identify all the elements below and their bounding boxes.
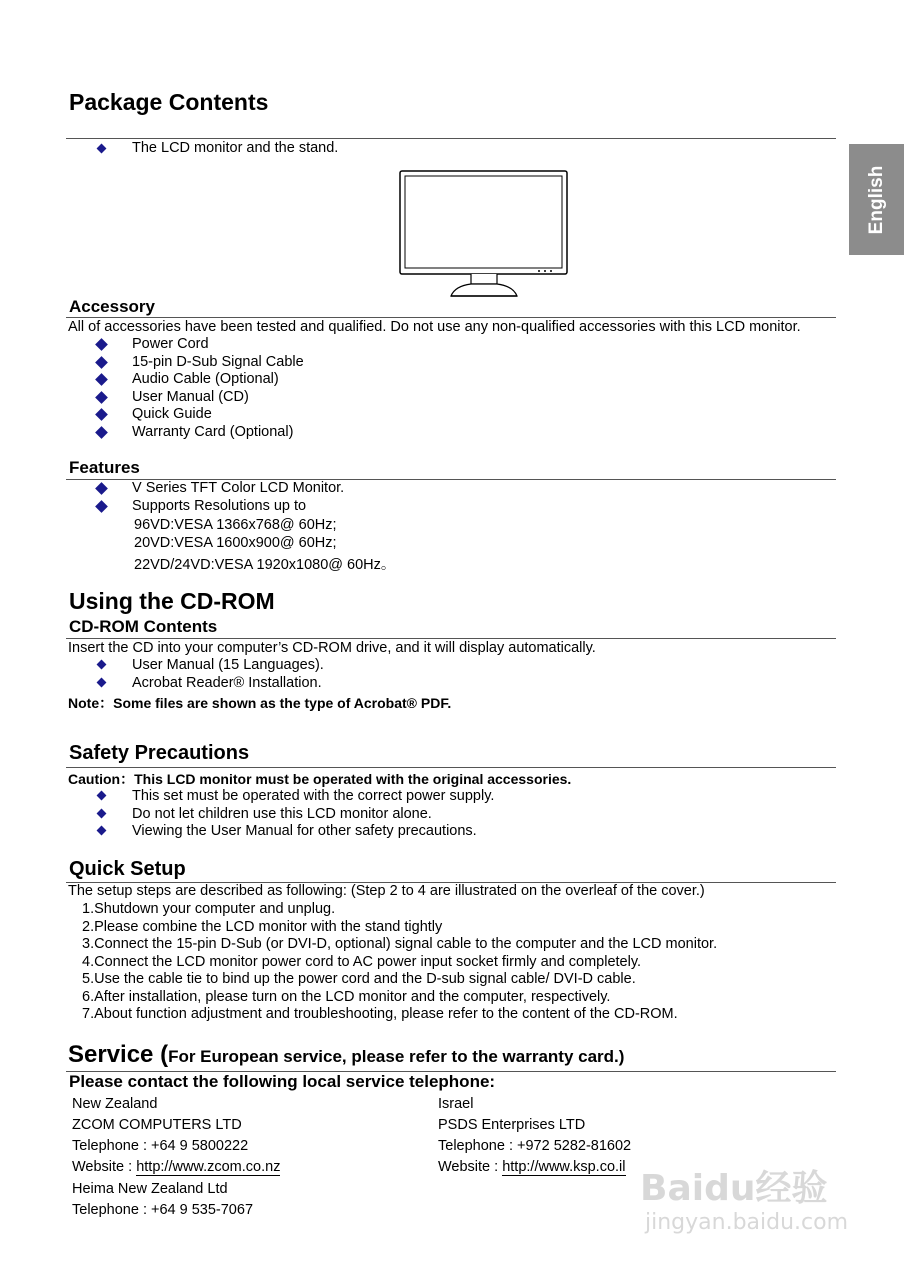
service-contact: Please contact the following local service telephone:	[69, 1072, 496, 1091]
divider	[66, 317, 836, 318]
safety-item: Do not let children use this LCD monitor alone.	[132, 806, 432, 822]
divider	[66, 638, 836, 639]
divider	[66, 138, 836, 139]
service-left-phone2: Telephone : +64 9 535-7067	[72, 1202, 254, 1218]
accessory-item: User Manual (CD)	[132, 389, 249, 405]
bullet-icon	[95, 391, 108, 404]
setup-step: 3.Connect the 15-pin D-Sub (or DVI-D, optional) signal cable to the computer and the LCD monitor.	[82, 936, 718, 952]
watermark-url: jingyan.baidu.com	[645, 1210, 849, 1235]
bullet-icon	[95, 356, 108, 369]
setup-step: 1.Shutdown your computer and unplug.	[82, 901, 336, 917]
divider	[66, 767, 836, 768]
feature-item: V Series TFT Color LCD Monitor.	[132, 480, 345, 496]
bullet-icon	[95, 373, 108, 386]
bullet-icon	[95, 408, 108, 421]
resolution-line: 22VD/24VD:VESA 1920x1080@ 60Hz。	[134, 557, 396, 573]
accessory-item: Warranty Card (Optional)	[132, 424, 294, 440]
service-left-website	[72, 1159, 280, 1175]
bullet-icon	[97, 809, 107, 819]
cdrom-item: User Manual (15 Languages).	[132, 657, 324, 673]
safety-caution: Caution：This LCD monitor must be operated with the original accessories.	[68, 771, 572, 787]
bullet-icon	[95, 338, 108, 351]
service-right-country: Israel	[438, 1096, 474, 1112]
service-left-country: New Zealand	[72, 1096, 158, 1112]
service-right-phone: Telephone : +972 5282-81602	[438, 1138, 632, 1154]
service-left-company2: Heima New Zealand Ltd	[72, 1181, 228, 1197]
resolution-line: 96VD:VESA 1366x768@ 60Hz;	[134, 517, 337, 533]
accessory-item: Quick Guide	[132, 406, 212, 422]
setup-title: Quick Setup	[69, 858, 186, 880]
bullet-icon	[97, 678, 107, 688]
accessory-item: Audio Cable (Optional)	[132, 371, 279, 387]
service-title-note: For European service, please refer to the warranty card.)	[168, 1047, 625, 1066]
safety-title: Safety Precautions	[69, 742, 250, 764]
bullet-icon	[97, 660, 107, 670]
cdrom-subtitle: CD-ROM Contents	[69, 617, 218, 636]
bullet-icon	[95, 500, 108, 513]
website-link[interactable]: http://www.ksp.co.il	[502, 1159, 626, 1175]
bullet-icon	[97, 826, 107, 836]
language-tab	[849, 144, 904, 255]
watermark-logo: Baidu经验	[640, 1168, 828, 1209]
bullet-icon	[95, 482, 108, 495]
setup-step: 7.About function adjustment and troubleshooting, please refer to the content of the CD-ROM.	[82, 1006, 678, 1022]
bullet-icon	[97, 791, 107, 801]
language-tab-label: English	[865, 165, 887, 234]
divider	[66, 1071, 836, 1072]
resolution-line: 20VD:VESA 1600x900@ 60Hz;	[134, 535, 337, 551]
feature-item: Supports Resolutions up to	[132, 498, 307, 514]
package-item: The LCD monitor and the stand.	[132, 140, 339, 156]
setup-step: 5.Use the cable tie to bind up the power cord and the D-sub signal cable/ DVI-D cable.	[82, 971, 636, 987]
bullet-icon	[97, 144, 107, 154]
cdrom-intro: Insert the CD into your computer’s CD-ROM drive, and it will display automatically.	[68, 640, 596, 656]
service-title: Service (	[68, 1041, 169, 1068]
monitor-illustration	[399, 170, 569, 300]
setup-intro: The setup steps are described as following: (Step 2 to 4 are illustrated on the overleaf of the cover.)	[68, 883, 705, 899]
bullet-icon	[95, 426, 108, 439]
setup-step: 6.After installation, please turn on the LCD monitor and the computer, respectively.	[82, 989, 611, 1005]
website-label: Website :	[438, 1159, 503, 1175]
accessory-item: 15-pin D-Sub Signal Cable	[132, 354, 304, 370]
accessory-title: Accessory	[69, 297, 156, 316]
service-heading	[68, 1041, 624, 1069]
cdrom-note: Note：Some files are shown as the type of Acrobat® PDF.	[68, 695, 452, 711]
package-contents-title: Package Contents	[69, 89, 269, 115]
service-left-phone: Telephone : +64 9 5800222	[72, 1138, 249, 1154]
setup-step: 2.Please combine the LCD monitor with the stand tightly	[82, 919, 443, 935]
features-title: Features	[69, 458, 140, 477]
service-right-website	[438, 1159, 626, 1175]
service-right-company: PSDS Enterprises LTD	[438, 1117, 586, 1133]
service-left-company: ZCOM COMPUTERS LTD	[72, 1117, 242, 1133]
safety-item: This set must be operated with the correct power supply.	[132, 788, 495, 804]
cdrom-title: Using the CD-ROM	[69, 588, 275, 614]
website-label: Website :	[72, 1159, 137, 1175]
setup-step: 4.Connect the LCD monitor power cord to AC power input socket firmly and completely.	[82, 954, 642, 970]
safety-item: Viewing the User Manual for other safety precautions.	[132, 823, 477, 839]
accessory-intro: All of accessories have been tested and qualified. Do not use any non-qualified accessories with this LCD monitor.	[68, 319, 801, 335]
cdrom-item: Acrobat Reader® Installation.	[132, 675, 322, 691]
website-link[interactable]: http://www.zcom.co.nz	[136, 1159, 281, 1175]
accessory-item: Power Cord	[132, 336, 209, 352]
